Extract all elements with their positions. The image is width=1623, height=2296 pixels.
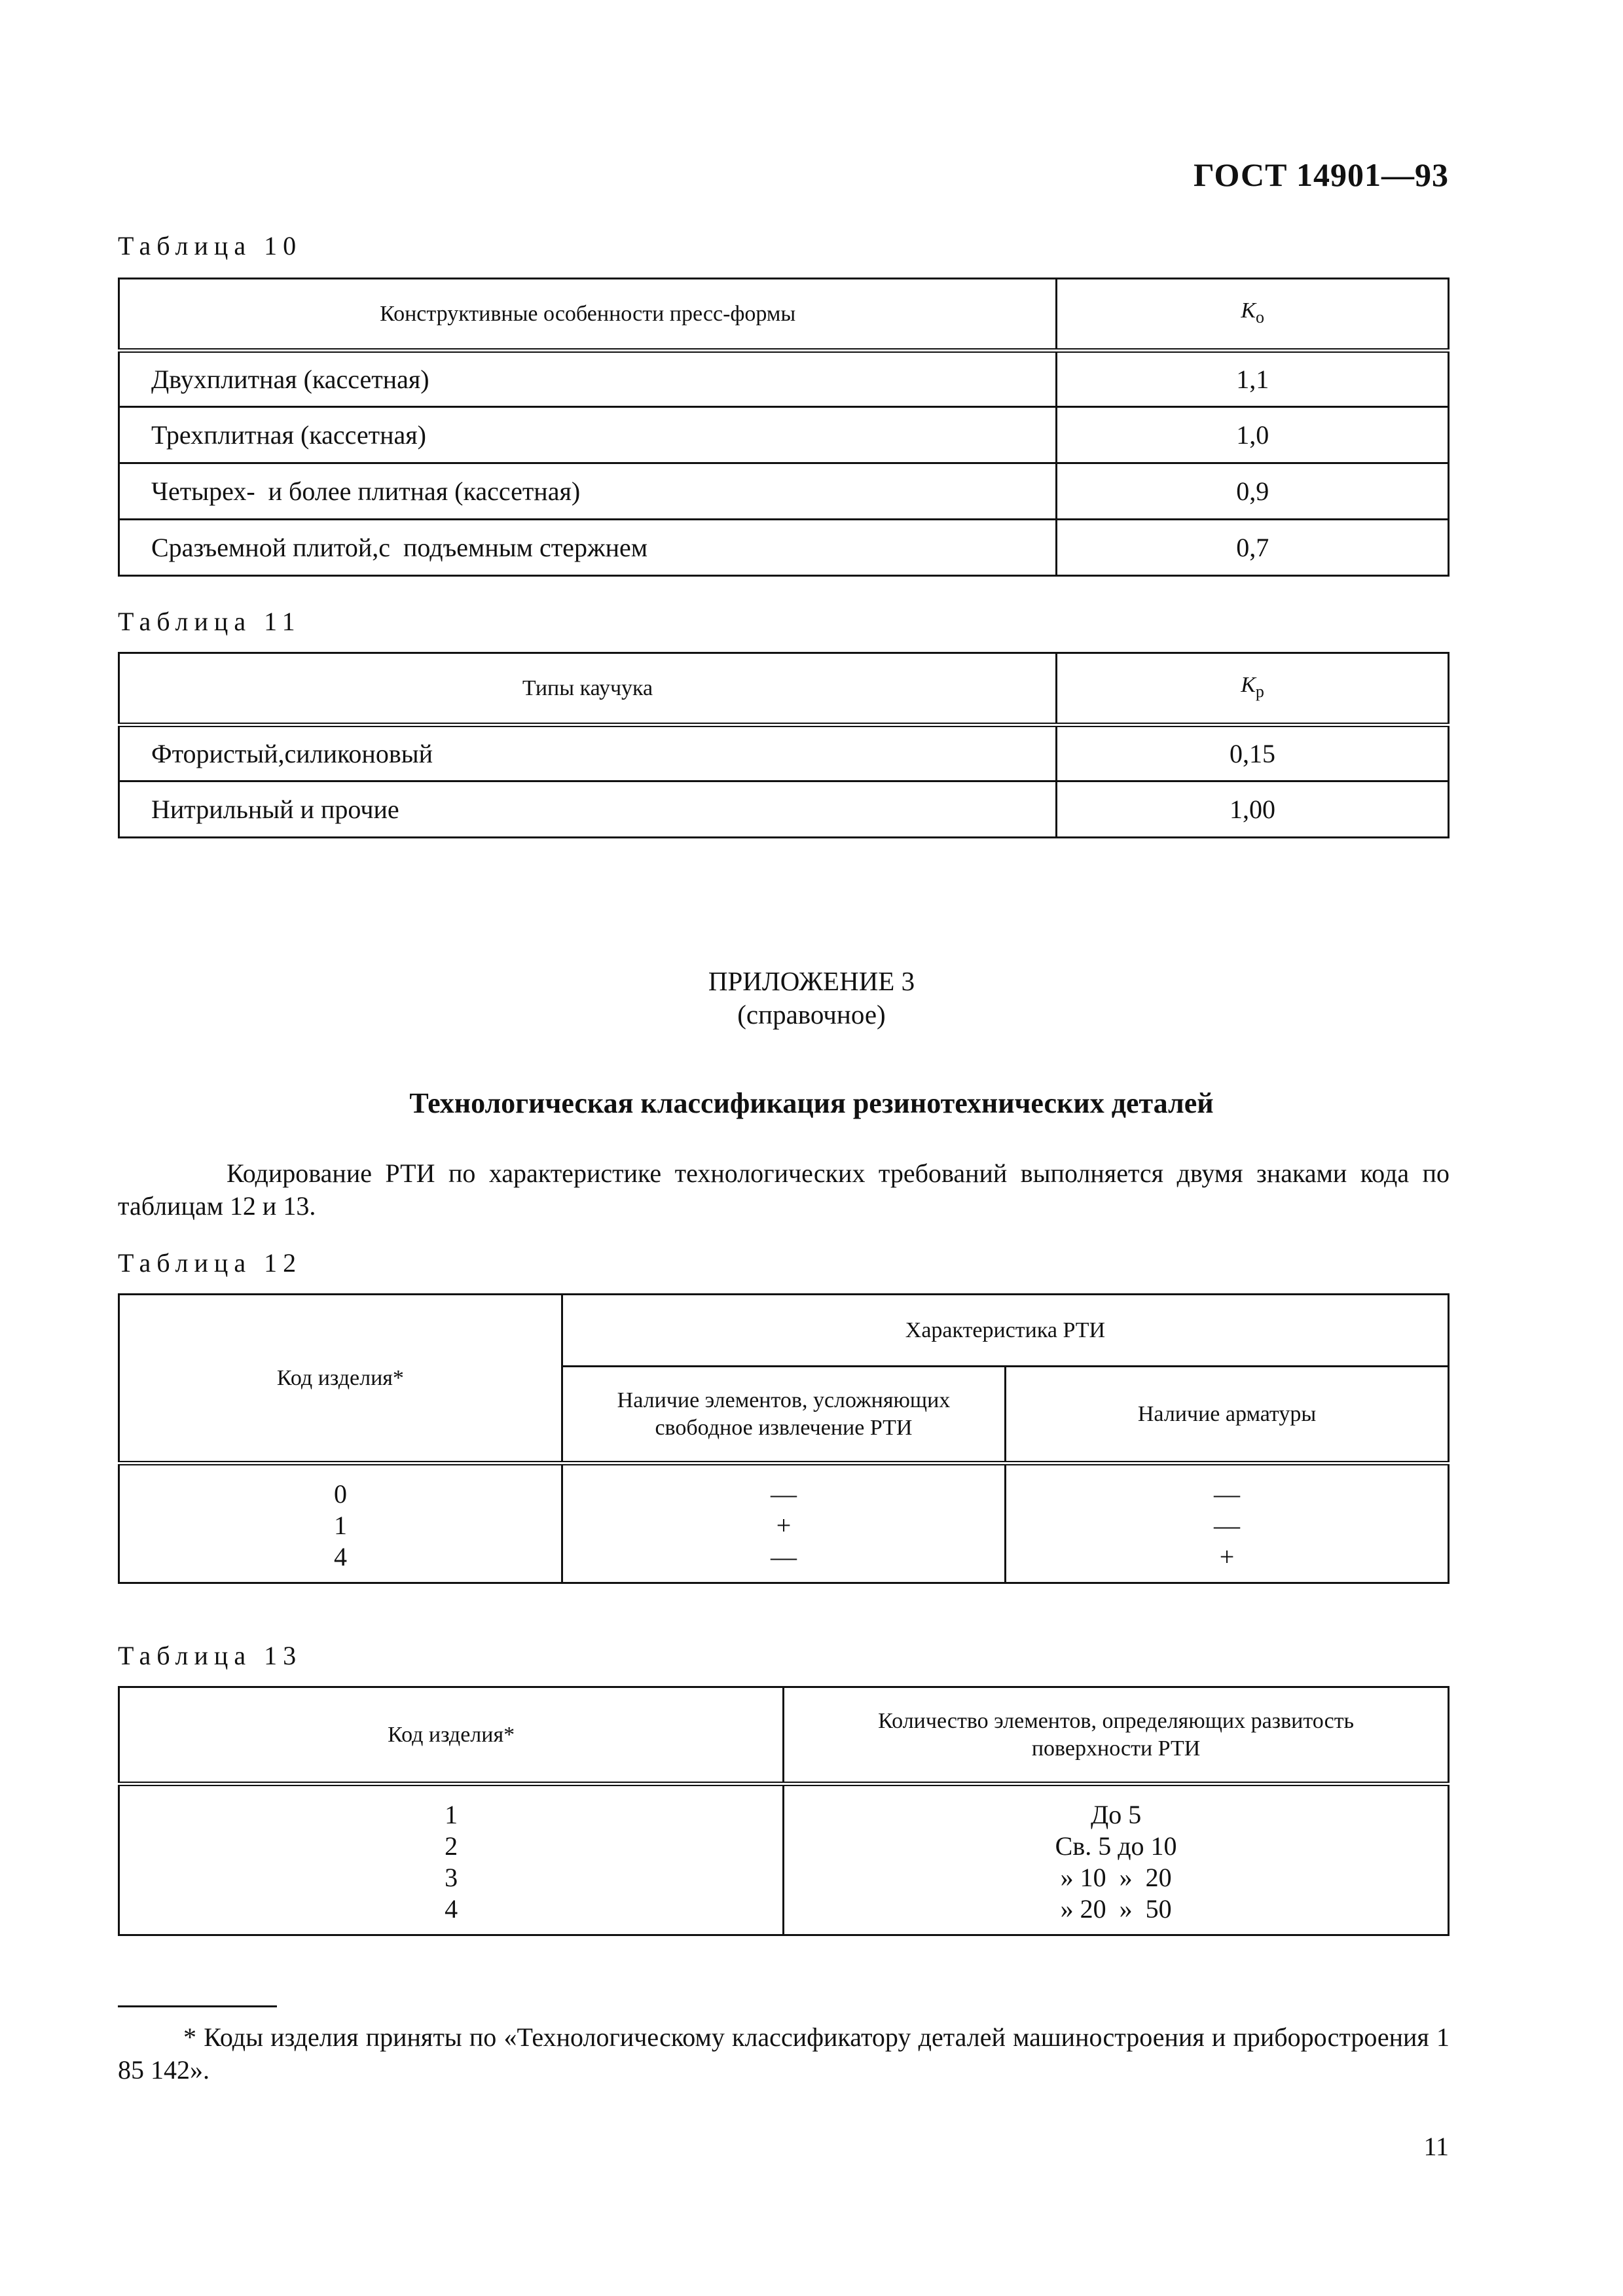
table-12-armature-mark: + (1219, 1542, 1235, 1571)
table-12-codes (119, 1463, 562, 1583)
table-11-caption: Таблица 11 (118, 607, 301, 636)
table-12-code: 0 (333, 1479, 347, 1509)
table-10-row-name: Трехплитная (кассетная) (119, 407, 1057, 463)
table-12-header-group: Характеристика РТИ (562, 1295, 1448, 1367)
table-10 (118, 278, 1450, 577)
table-10-caption: Таблица 10 (118, 231, 302, 260)
table-10-row-value: 1,0 (1057, 407, 1449, 463)
table-13-codes (119, 1784, 784, 1935)
document-id: ГОСТ 14901—93 (1193, 156, 1449, 193)
table-13-header-code: Код изделия* (119, 1687, 784, 1784)
table-12-code: 4 (333, 1542, 347, 1571)
table-11-row-name: Нитрильный и прочие (119, 781, 1057, 838)
table-13 (118, 1686, 1450, 1936)
table-12-armature-mark: — (1214, 1511, 1241, 1540)
table-11-row-name: Фтористый,силиконовый (119, 725, 1057, 781)
table-12-caption: Таблица 12 (118, 1248, 302, 1278)
table-13-caption: Таблица 13 (118, 1641, 302, 1670)
table-12-header-elements: Наличие элементов, усложняющих свободное извлечение РТИ (562, 1367, 1005, 1463)
table-13-count: Св. 5 до 10 (1055, 1831, 1177, 1861)
appendix-sublabel: (справочное) (737, 999, 886, 1030)
footnote-rule (118, 2005, 277, 2007)
appendix-label: ПРИЛОЖЕНИЕ 3 (708, 966, 915, 996)
table-13-count: До 5 (1090, 1800, 1142, 1829)
footnote: * Коды изделия приняты по «Технологическому классификатору деталей машиностроения и приборостроения 1 85 142». (118, 2022, 1450, 2085)
appendix-heading (0, 965, 1623, 1031)
table-10-row-value: 1,1 (1057, 351, 1449, 407)
table-12-elements (562, 1463, 1005, 1583)
table-10-row-name: Сразъемной плитой,с подъемным стержнем (119, 520, 1057, 576)
table-12-header-armature: Наличие арматуры (1006, 1367, 1449, 1463)
table-11-header-coefficient: $K_р$ (1057, 653, 1449, 725)
appendix-paragraph: Кодирование РТИ по характеристике технологических требований выполняется двумя знаками кода по таблицам 12 и 13. (118, 1158, 1450, 1221)
table-12-element-mark: — (770, 1542, 797, 1571)
table-12-armature (1006, 1463, 1449, 1583)
page-number: 11 (1423, 2132, 1449, 2161)
table-13-counts (784, 1784, 1449, 1935)
table-10-header-features: Конструктивные особенности пресс-формы (119, 279, 1057, 351)
table-13-code: 3 (445, 1863, 458, 1892)
table-13-count: » 20 » 50 (1060, 1894, 1172, 1924)
table-11 (118, 652, 1450, 838)
table-12-code: 1 (333, 1511, 347, 1540)
table-12-header-code: Код изделия* (119, 1295, 562, 1463)
table-12-element-mark: — (770, 1479, 797, 1509)
table-12 (118, 1293, 1450, 1584)
table-10-row-value: 0,7 (1057, 520, 1449, 576)
table-13-count: » 10 » 20 (1060, 1863, 1172, 1892)
table-13-header-count: Количество элементов, определяющих развитость поверхности РТИ (784, 1687, 1449, 1784)
table-13-code: 4 (445, 1894, 458, 1924)
table-11-row-value: 1,00 (1057, 781, 1449, 838)
table-12-element-mark: + (776, 1511, 792, 1540)
table-10-row-value: 0,9 (1057, 463, 1449, 520)
table-13-code: 1 (445, 1800, 458, 1829)
table-10-row-name: Двухплитная (кассетная) (119, 351, 1057, 407)
table-12-armature-mark: — (1214, 1479, 1241, 1509)
table-11-header-rubber-type: Типы каучука (119, 653, 1057, 725)
table-10-header-coefficient: $K_о$ (1057, 279, 1449, 351)
table-10-row-name: Четырех- и более плитная (кассетная) (119, 463, 1057, 520)
table-13-code: 2 (445, 1831, 458, 1861)
table-11-row-value: 0,15 (1057, 725, 1449, 781)
appendix-title: Технологическая классификация резинотехнических деталей (409, 1087, 1214, 1119)
